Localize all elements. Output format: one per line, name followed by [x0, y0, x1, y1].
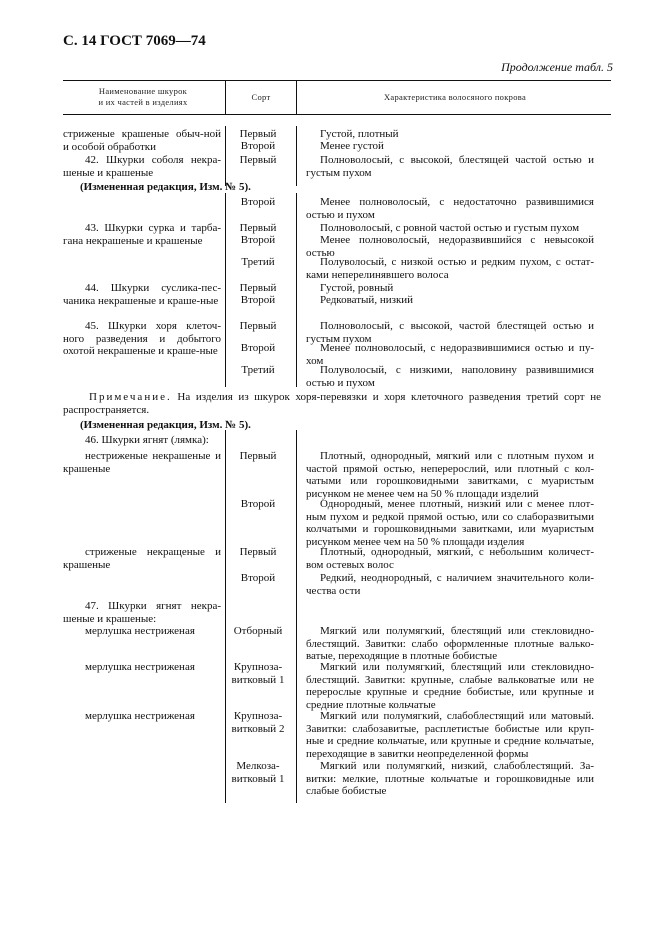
header-col-name: Наименование шкурок и их частей в изделиях — [98, 86, 188, 107]
row-characteristic: Редкий, неоднородный, с наличием значительного коли-чества ости — [306, 572, 594, 597]
row-name-unsheared: нестриженые некрашеные и крашеные — [63, 450, 221, 475]
row-name-sable: 42. Шкурки соболя некра-шеные и крашеные — [63, 154, 221, 179]
row-sort: Первый — [239, 222, 277, 234]
row-sort: Крупноза- витковый 1 — [231, 661, 285, 686]
row-characteristic: Редковатый, низкий — [320, 294, 414, 306]
row-sort: Отборный — [233, 625, 283, 637]
header-col-divider-1 — [225, 80, 226, 114]
row-sort: Второй — [240, 234, 276, 246]
row-sort: Первый — [239, 546, 277, 558]
row-sort: Третий — [241, 256, 275, 268]
col-divider-2-seg-c — [296, 430, 297, 803]
header-col-sort: Сорт — [251, 92, 271, 102]
table-continuation-label: Продолжение табл. 5 — [501, 60, 613, 74]
row-sort: Второй — [240, 140, 276, 152]
row-characteristic: Полноволосый, с высокой, частой блестящей остью и густым пухом — [306, 320, 594, 345]
row-sort: Крупноза- витковый 2 — [231, 710, 285, 735]
row-name-merlushka: мерлушка нестриженая — [85, 661, 195, 673]
row-name-merlushka: мерлушка нестриженая — [85, 625, 195, 637]
col-divider-1-seg-b — [225, 193, 226, 387]
row-sort: Первый — [239, 154, 277, 166]
revision-note: (Измененная редакция, Изм. № 5). — [80, 181, 251, 193]
table-note — [63, 391, 601, 416]
row-sort: Второй — [240, 294, 276, 306]
table-header-bottom-rule — [63, 114, 611, 115]
row-name-striped-dyed: стриженые крашеные обыч-ной и особой обработки — [63, 128, 221, 153]
row-characteristic: Мягкий или полумягкий, блестящий или стекловидно-блестящий. Завитки: крупные, слабые вальковатые или не перерослые крупные и средние бобистые, или крупные и средние плотные кольчатые — [306, 661, 594, 711]
row-sort: Второй — [240, 342, 276, 354]
row-characteristic: Однородный, менее плотный, низкий или с менее плот-ным пухом и редкой прямой остью, или со слаборазвитыми колчатыми и горошковидными завитками, или муаристым рисунком менее чем на 50 % площади изделия — [306, 498, 594, 548]
revision-note: (Измененная редакция, Изм. № 5). — [80, 419, 251, 431]
row-characteristic: Густой, плотный — [320, 128, 399, 140]
row-sort: Третий — [241, 364, 275, 376]
row-characteristic: Менее полноволосый, с недоразвившимися остью и пу-хом — [306, 342, 594, 367]
row-name-marmot: 43. Шкурки сурка и тарба-гана некрашеные и крашеные — [63, 222, 221, 247]
row-name-sheared: стриженые некращеные и крашеные — [63, 546, 221, 571]
row-characteristic: Мягкий или полумягкий, блестящий или стекловидно-блестящий. Завитки: слабо оформленные плотные валько-ватые, переходящие в плотные бобистые — [306, 625, 594, 662]
row-name-merlushka: мерлушка нестриженая — [85, 710, 195, 722]
header-col-characteristics: Характеристика волосяного покрова — [383, 92, 527, 102]
row-sort: Второй — [240, 572, 276, 584]
row-sort: Первый — [239, 450, 277, 462]
col-divider-1-seg-a — [225, 126, 226, 186]
row-characteristic: Густой, ровный — [320, 282, 394, 294]
row-characteristic: Мягкий или полумягкий, слабоблестящий или матовый. Завитки: слабозавитые, расплетистые бобистые или круп-ные и средние кольчатые, или крупные и средние кольчатые, переходящие в завитки неопределенной формы — [306, 710, 594, 760]
row-sort: Второй — [240, 196, 276, 208]
col-divider-2-seg-b — [296, 193, 297, 387]
col-divider-2-seg-a — [296, 126, 297, 186]
page-header: С. 14 ГОСТ 7069—74 — [63, 33, 206, 49]
row-characteristic: Полноволосый, с высокой, блестящей частой остью и густым пухом — [306, 154, 594, 179]
header-col-divider-2 — [296, 80, 297, 114]
row-characteristic: Плотный, однородный, мягкий, с небольшим количест-вом остевых волос — [306, 546, 594, 571]
row-characteristic: Менее полноволосый, с недостаточно развившимися остью и пухом — [306, 196, 594, 221]
row-sort: Мелкоза- витковый 1 — [231, 760, 285, 785]
row-characteristic: Плотный, однородный, мягкий или с плотным пухом и частой прямой остью, неперерослий, или плотный с кол-чатыми или горошковидными завитками, с муаристым рисунком не менее чем на 50 % площади изделий — [306, 450, 594, 500]
row-sort: Второй — [240, 498, 276, 510]
row-name-ferret: 45. Шкурки хоря клеточ-ного разведения и добытого охотой некрашеные и краше-ные — [63, 320, 221, 357]
section-title-lambskins: 47. Шкурки ягнят некра-шеные и крашеные: — [63, 600, 221, 625]
row-characteristic: Полуволосый, с низкими, наполовину развившимися остью и пухом — [306, 364, 594, 389]
row-characteristic: Мягкий или полумягкий, низкий, слабоблестящий. За-витки: мелкие, плотные кольчатые и горошковидные или слабые бобистые — [306, 760, 594, 797]
row-sort: Первый — [239, 282, 277, 294]
row-characteristic: Полуволосый, с низкой остью и редким пухом, с остат-ками неперелинявшего волоса — [306, 256, 594, 281]
section-title-lambskin-strap: 46. Шкурки ягнят (лямка): — [85, 434, 209, 446]
row-characteristic: Менее густой — [320, 140, 384, 152]
row-sort: Первый — [239, 320, 277, 332]
table-top-rule — [63, 80, 611, 81]
note-text: На изделия из шкурок хоря-перевязки и хоря клеточного разведения третий сорт не распространяется. — [63, 391, 601, 416]
row-name-ground-squirrel: 44. Шкурки суслика-пес-чаника некрашеные и краше-ные — [63, 282, 221, 307]
col-divider-1-seg-c — [225, 430, 226, 803]
row-sort: Первый — [239, 128, 277, 140]
note-label: Примечание. — [89, 391, 172, 403]
row-characteristic: Менее полноволосый, недоразвившийся с невысокой остью — [306, 234, 594, 259]
row-characteristic: Полноволосый, с ровной частой остью и густым пухом — [320, 222, 580, 234]
